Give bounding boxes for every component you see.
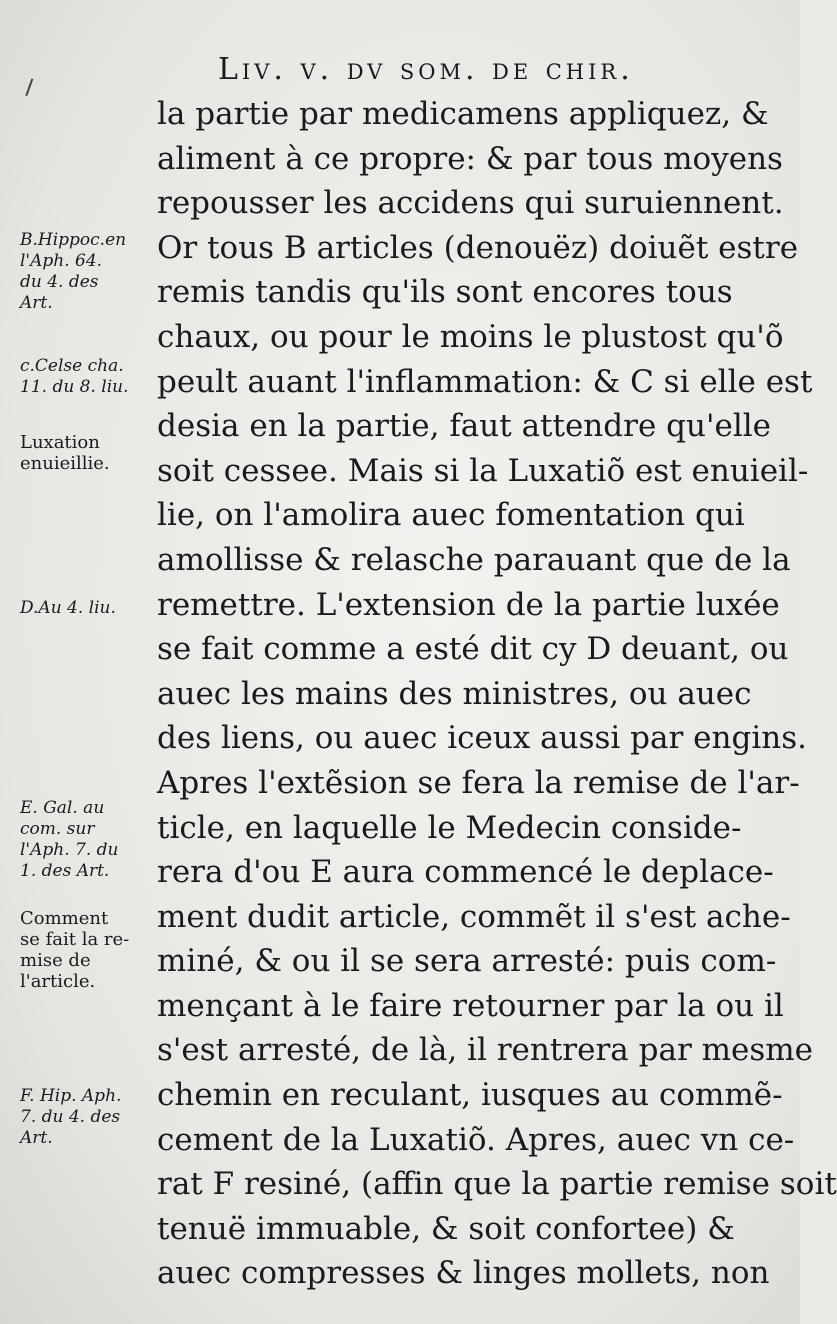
note-line: l'Aph. 7. du <box>20 840 119 860</box>
text-line: ticle, en laquelle le Medecin conside- <box>157 809 742 846</box>
note-line: Art. <box>20 1128 53 1148</box>
text-line: miné, & ou il se sera arresté: puis com- <box>157 943 777 980</box>
text-line: auec les mains des ministres, ou auec <box>157 675 752 712</box>
margin-note-d <box>20 598 160 619</box>
note-line: com. sur <box>20 819 95 839</box>
text-line: aliment à ce propre: & par tous moyens <box>157 140 783 177</box>
note-line: Luxation <box>20 432 100 453</box>
text-line: tenuë immuable, & soit confortee) & <box>157 1210 735 1247</box>
text-line: des liens, ou auec iceux aussi par engins. <box>157 720 807 757</box>
body-text <box>157 92 837 1296</box>
text-line: s'est arresté, de là, il rentrera par mesme <box>157 1032 814 1069</box>
text-line: mençant à le faire retourner par la ou il <box>157 987 784 1024</box>
note-line: Comment <box>20 908 109 929</box>
text-line: auec compresses & linges mollets, non <box>157 1255 770 1292</box>
text-line: remettre. L'extension de la partie luxée <box>157 586 780 623</box>
text-line: lie, on l'amolira auec fomentation qui <box>157 497 745 534</box>
note-line: E. Gal. au <box>20 798 105 818</box>
margin-note-b <box>20 230 160 314</box>
note-line: l'article. <box>20 971 96 992</box>
note-line: Art. <box>20 293 53 313</box>
text-line: cement de la Luxatiõ. Apres, auec vn ce- <box>157 1121 795 1158</box>
margin-note-comment <box>20 908 160 992</box>
text-line: amollisse & relasche parauant que de la <box>157 541 791 578</box>
note-line: l'Aph. 64. <box>20 251 103 271</box>
note-line: mise de <box>20 950 91 971</box>
text-line: desia en la partie, faut attendre qu'elle <box>157 408 771 445</box>
text-line: remis tandis qu'ils sont encores tous <box>157 274 733 311</box>
note-line: se fait la re- <box>20 929 130 950</box>
note-line: enuieillie. <box>20 453 110 474</box>
text-line: Apres l'extẽsion se fera la remise de l'ar- <box>157 764 800 801</box>
text-line: la partie par medicamens appliquez, & <box>157 96 769 132</box>
text-line: rat F resiné, (affin que la partie remise soit <box>157 1166 837 1203</box>
note-line: 1. des Art. <box>20 861 110 881</box>
note-line: du 4. des <box>20 272 99 292</box>
margin-note-e <box>20 798 160 882</box>
note-line: 11. du 8. liu. <box>20 377 129 397</box>
text-line: ment dudit article, commẽt il s'est ache- <box>157 898 791 935</box>
note-line: 7. du 4. des <box>20 1107 121 1127</box>
text-line: Or tous B articles (denouëz) doiuẽt estre <box>157 229 799 266</box>
note-line: F. Hip. Aph. <box>20 1086 122 1106</box>
margin-note-luxation <box>20 432 160 474</box>
text-line: peult auant l'inflammation: & C si elle est <box>157 363 813 400</box>
text-line: soit cessee. Mais si la Luxatiõ est enuieil- <box>157 452 809 489</box>
note-line: c.Celse cha. <box>20 356 124 376</box>
text-line: chaux, ou pour le moins le plustost qu'õ <box>157 318 784 355</box>
text-line: repousser les accidens qui suruiennent. <box>157 185 784 222</box>
note-line: B.Hippoc.en <box>20 230 127 250</box>
running-head: Liv. v. dv som. de chir. <box>218 52 634 87</box>
margin-note-f <box>20 1086 160 1149</box>
text-line: chemin en reculant, iusques au commẽ- <box>157 1077 783 1114</box>
text-line: rera d'ou E aura commencé le deplace- <box>157 854 774 891</box>
text-line: se fait comme a esté dit cy D deuant, ou <box>157 631 789 668</box>
margin-note-c <box>20 356 160 398</box>
note-line: D.Au 4. liu. <box>20 598 116 618</box>
margin-mark <box>25 78 42 99</box>
